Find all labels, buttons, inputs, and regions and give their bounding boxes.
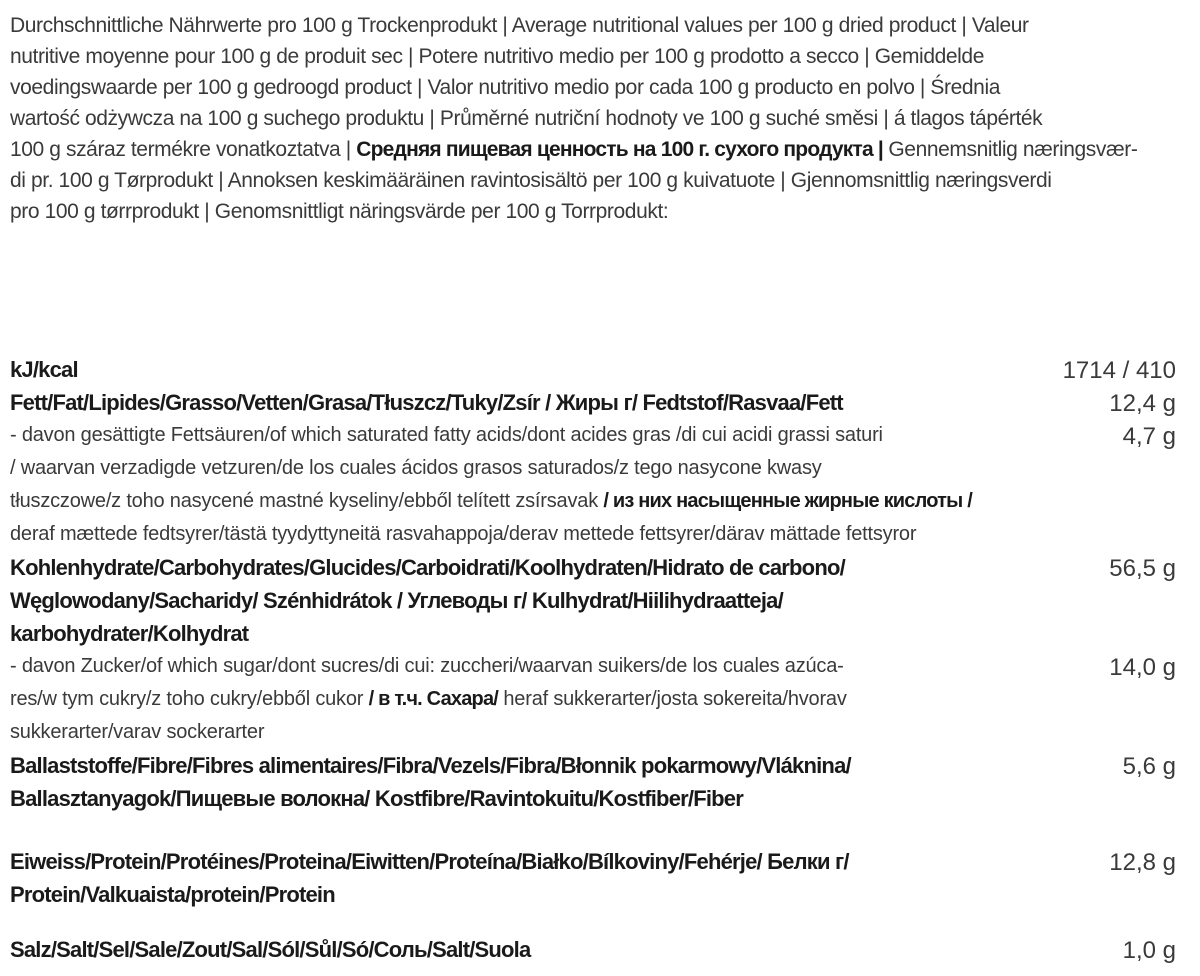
header-line (10, 72, 1176, 103)
nutrient-value: 56,5 g (1109, 555, 1176, 582)
text-segment: di pr. 100 g Tørprodukt | Annoksen keskimääräinen ravintosisältö per 100 g kuivatuote | Gjennomsnittlig næringsverdi (10, 169, 1052, 192)
text-segment: heraf sukkerarter/josta sokereita/hvorav (498, 688, 847, 710)
label-line (10, 716, 1046, 749)
header-line (10, 134, 1176, 165)
bold-text-segment: Средняя пищевая ценность на 100 г. сухого продукта | (356, 138, 883, 161)
nutrient-label (10, 650, 1046, 749)
label-line (10, 878, 1046, 911)
label-line (10, 386, 1046, 419)
label-line (10, 683, 1046, 716)
nutrient-label (10, 419, 1046, 551)
nutrient-value: 12,4 g (1109, 390, 1176, 417)
header-line (10, 10, 1176, 41)
label-line (10, 617, 1046, 650)
label-line (10, 518, 1046, 551)
text-segment: res/w tym cukry/z toho cukry/ebből cukor (10, 688, 369, 710)
label-line (10, 845, 1046, 878)
text-segment: wartość odżywcza na 100 g suchego produktu | Průměrné nutriční hodnoty ve 100 g suché směsi | á tlagos tápérték (10, 107, 1043, 130)
table-row-energy (10, 353, 1176, 386)
table-row-fibre (10, 749, 1176, 815)
bold-text-segment: Kohlenhydrate/Carbohydrates/Glucides/Carboidrati/Koolhydraten/Hidrato de carbono/ (10, 555, 845, 580)
bold-text-segment: / из них насыщенные жирные кислоты / (603, 490, 972, 512)
header-line (10, 41, 1176, 72)
nutrient-label (10, 749, 1046, 815)
label-line (10, 584, 1046, 617)
bold-text-segment: Salz/Salt/Sel/Sale/Zout/Sal/Sól/Sůl/Só/Соль/Salt/Suola (10, 937, 531, 962)
nutrient-label (10, 353, 1046, 386)
bold-text-segment: Ballasztanyagok/Пищевые волокна/ Kostfibre/Ravintokuitu/Kostfiber/Fiber (10, 786, 743, 811)
nutrient-value: 1,0 g (1122, 937, 1176, 964)
text-segment: Gennemsnitlig næringsvær- (882, 138, 1138, 161)
table-row-sugars (10, 650, 1176, 749)
text-segment: 100 g száraz termékre vonatkoztatva | (10, 138, 357, 161)
nutrient-value: 14,0 g (1109, 654, 1176, 681)
label-line (10, 650, 1046, 683)
nutrient-label (10, 933, 1046, 966)
table-row-carbohydrates (10, 551, 1176, 650)
label-line (10, 419, 1046, 452)
nutrient-label (10, 551, 1046, 650)
bold-text-segment: Eiweiss/Protein/Protéines/Proteina/Eiwitten/Proteína/Białko/Bílkoviny/Fehérje/ Белки г/ (10, 849, 849, 874)
header-line (10, 103, 1176, 134)
nutrient-label (10, 845, 1046, 911)
text-segment: voedingswaarde per 100 g gedroogd product | Valor nutritivo medio por cada 100 g producto en polvo | Średnia (10, 76, 1000, 99)
bold-text-segment: karbohydrater/Kolhydrat (10, 621, 249, 646)
table-row-fat (10, 386, 1176, 419)
text-segment: tłuszczowe/z toho nasycené mastné kyseliny/ebből telített zsírsavak (10, 490, 604, 512)
text-segment: - davon gesättigte Fettsäuren/of which saturated fatty acids/dont acides gras /di cui acidi grassi saturi (10, 424, 883, 446)
header-line (10, 165, 1176, 196)
nutrient-value: 12,8 g (1109, 849, 1176, 876)
text-segment: - davon Zucker/of which sugar/dont sucres/di cui: zuccheri/waarvan suikers/de los cuales azúca- (10, 655, 844, 677)
nutrient-value: 5,6 g (1122, 753, 1176, 780)
label-line (10, 551, 1046, 584)
header-paragraph (10, 10, 1176, 227)
bold-text-segment: / в т.ч. Сахара/ (368, 688, 499, 710)
table-row-salt (10, 933, 1176, 966)
bold-text-segment: Ballaststoffe/Fibre/Fibres alimentaires/Fibra/Vezels/Fibra/Błonnik pokarmowy/Vláknina/ (10, 753, 851, 778)
text-segment: sukkerarter/varav sockerarter (10, 721, 265, 743)
label-line (10, 782, 1046, 815)
bold-text-segment: Protein/Valkuaista/protein/Protein (10, 882, 335, 907)
text-segment: nutritive moyenne pour 100 g de produit sec | Potere nutritivo medio per 100 g prodotto a secco | Gemiddelde (10, 45, 984, 68)
table-row-protein (10, 845, 1176, 911)
label-line (10, 353, 1046, 386)
table-row-saturated-fat (10, 419, 1176, 551)
bold-text-segment: Węglowodany/Sacharidy/ Szénhidrátok / Углеводы г/ Kulhydrat/Hiilihydraatteja/ (10, 588, 783, 613)
label-line (10, 485, 1046, 518)
text-segment: Durchschnittliche Nährwerte pro 100 g Trockenprodukt | Average nutritional values per 100 g dried product | Valeur (10, 14, 1029, 37)
label-line (10, 452, 1046, 485)
nutrient-label (10, 386, 1046, 419)
bold-text-segment: kJ/kcal (10, 357, 78, 382)
nutrient-value: 1714 / 410 (1062, 357, 1176, 384)
bold-text-segment: Fett/Fat/Lipides/Grasso/Vetten/Grasa/Tłuszcz/Tuky/Zsír / Жиры г/ Fedtstof/Rasvaa/Fett (10, 390, 843, 415)
label-line (10, 933, 1046, 966)
nutrition-table (10, 353, 1176, 966)
text-segment: pro 100 g tørrprodukt | Genomsnittligt näringsvärde per 100 g Torrprodukt: (10, 200, 669, 223)
nutrient-value: 4,7 g (1122, 423, 1176, 450)
header-line (10, 196, 1176, 227)
label-line (10, 749, 1046, 782)
text-segment: / waarvan verzadigde vetzuren/de los cuales ácidos grasos saturados/z tego nasycone kwasy (10, 457, 822, 479)
text-segment: deraf mættede fedtsyrer/tästä tyydyttyneitä rasvahappoja/derav mettede fettsyrer/därav mättade fettsyror (10, 523, 917, 545)
